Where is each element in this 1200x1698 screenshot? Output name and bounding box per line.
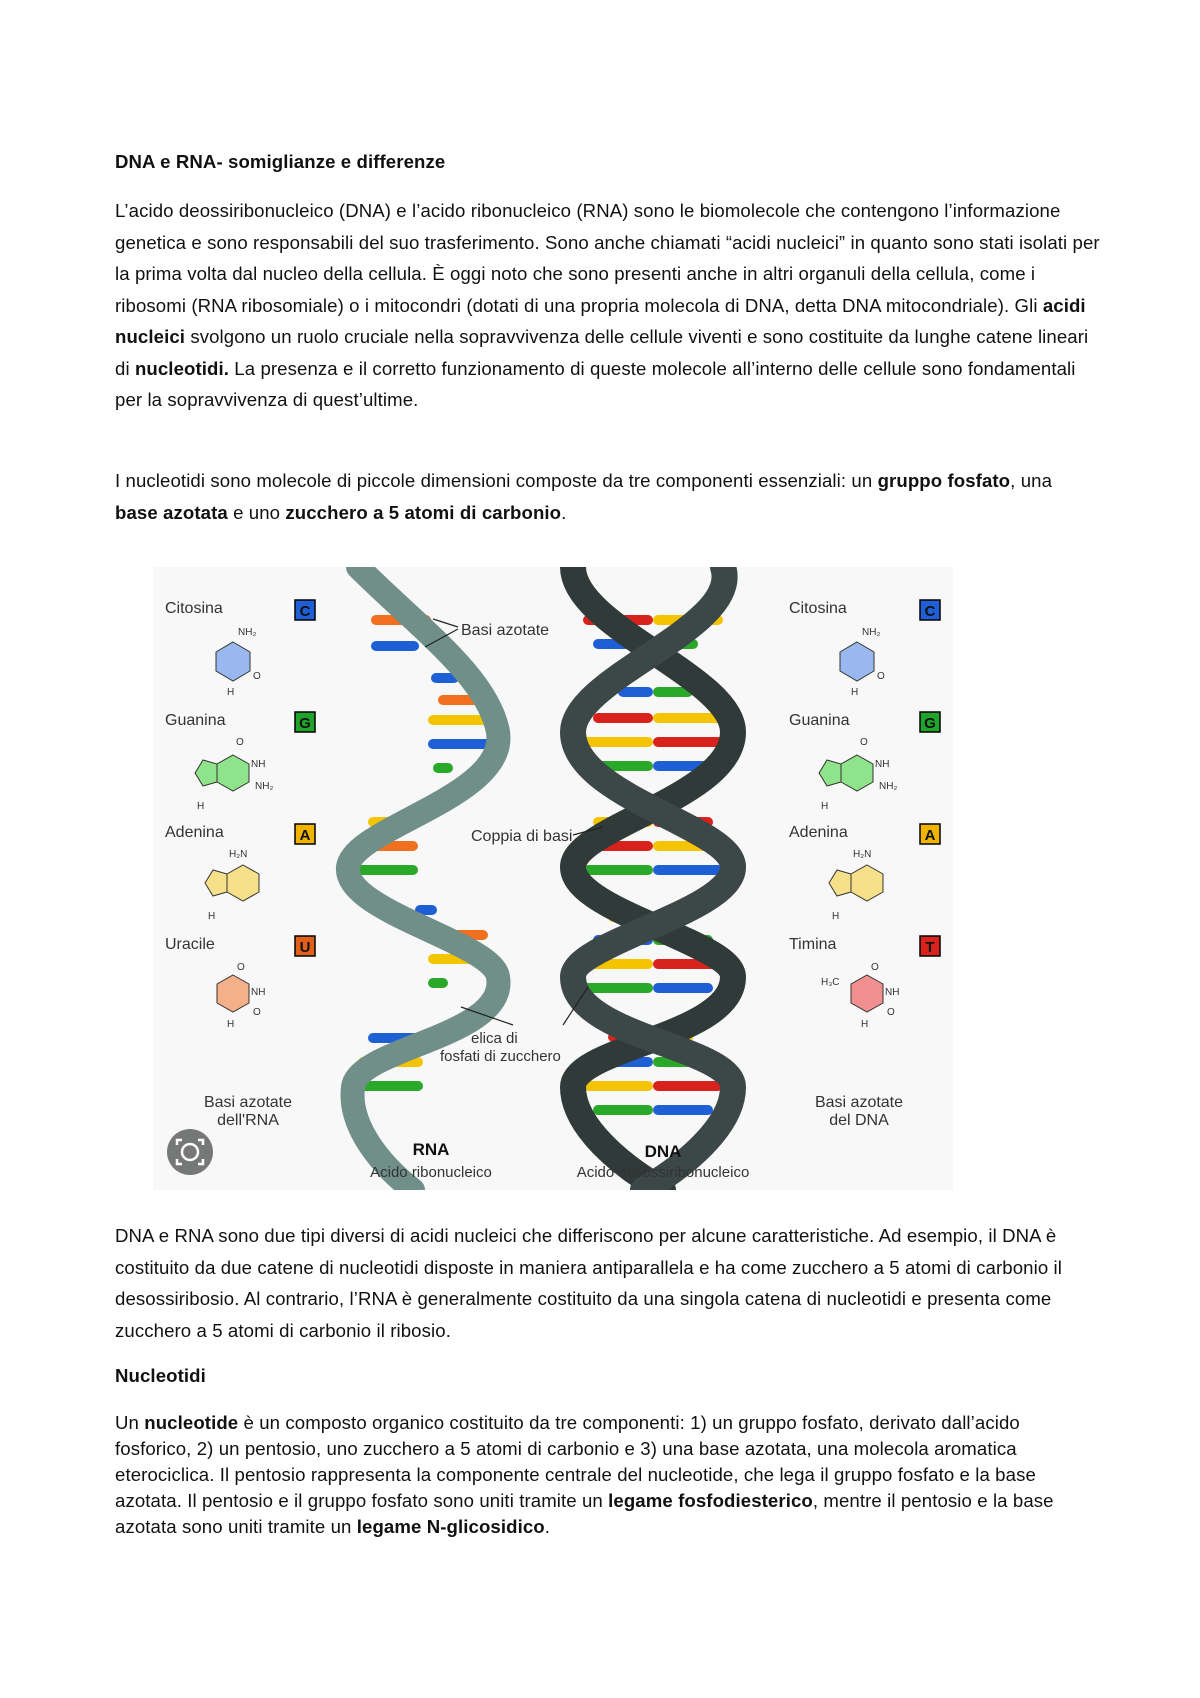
differences-paragraph: DNA e RNA sono due tipi diversi di acidi nucleici che differiscono per alcune caratteristiche. Ad esempio, il DNA è costituito da due catene di nucleotidi disposte in maniera antiparallela e ha come zucchero a 5 atomi di carbonio il desossiribosio. Al contrario, l’RNA è generalmente costituito da una singola catena di nucleotidi e presenta come zucchero a 5 atomi di carbonio il ribosio. xyxy=(115,1225,1063,1341)
caption-dna-bases-line2: del DNA xyxy=(829,1112,889,1129)
label-basi-azotate: Basi azotate xyxy=(461,622,550,639)
mol-label: H xyxy=(861,1019,869,1030)
mol-label: H xyxy=(208,911,216,922)
mol-label: NH₂ xyxy=(862,627,881,638)
dna-subtitle: Acido desossiribonucleico xyxy=(576,1164,750,1181)
bold-term: zucchero a 5 atomi di carbonio xyxy=(285,501,562,523)
dna-base-bar xyxy=(583,737,653,747)
dna-rna-figure xyxy=(153,567,953,1190)
dna-base-bar xyxy=(653,1081,723,1091)
base-letter: T xyxy=(925,939,935,956)
label-elica-line2: fosfati di zucchero xyxy=(440,1048,561,1065)
base-letter: C xyxy=(924,603,936,620)
rna-subtitle: Acido ribonucleico xyxy=(370,1164,492,1181)
bold-term: gruppo fosfato xyxy=(877,470,1011,491)
mol-label: NH xyxy=(875,759,890,770)
bold-term: base azotata xyxy=(115,501,228,523)
mol-label: H₂N xyxy=(853,849,872,860)
dna-base-bar xyxy=(653,865,723,875)
base-letter: G xyxy=(924,715,936,732)
dna-base-bar xyxy=(653,983,713,993)
bold-term: legame fosfodiesterico xyxy=(608,1490,813,1511)
rna-bases-column xyxy=(165,600,315,1129)
guanine-ring-icon xyxy=(841,755,873,791)
base-name: Adenina xyxy=(165,824,224,841)
base-name: Guanina xyxy=(789,712,850,729)
base-name: Citosina xyxy=(165,600,223,617)
label-elica-line1: elica di xyxy=(471,1030,518,1047)
base-name: Guanina xyxy=(165,712,226,729)
dna-backbone-strand xyxy=(573,567,733,1190)
adenine-ring-icon xyxy=(851,865,883,901)
mol-label: O xyxy=(877,671,885,682)
base-name: Adenina xyxy=(789,824,848,841)
mol-label: NH₂ xyxy=(879,781,898,792)
mol-label: O xyxy=(236,737,244,748)
dna-base-bar xyxy=(583,1081,653,1091)
nucleotide-components-paragraph: I nucleotidi sono molecole di piccole dimensioni composte da tre componenti essenziali: un gruppo fosfato, una base azotata e uno zucchero a 5 atomi di carbonio. xyxy=(115,470,1053,523)
mol-label: NH₂ xyxy=(238,627,257,638)
dna-title: DNA xyxy=(644,1142,682,1161)
rna-base-bar xyxy=(428,978,448,988)
mol-label: O xyxy=(253,671,261,682)
uracil-ring-icon xyxy=(217,975,249,1012)
dna-base-bar xyxy=(593,1105,653,1115)
mol-label: H xyxy=(821,801,829,812)
bold-term: acidi nucleici xyxy=(115,294,1086,347)
base-letter: A xyxy=(299,827,311,844)
document-title: DNA e RNA- somiglianze e differenze xyxy=(115,151,446,172)
bold-term: legame N-glicosidico xyxy=(356,1516,545,1537)
mol-label: H xyxy=(227,687,235,698)
mol-label: NH₂ xyxy=(255,781,274,792)
cytosine-ring-icon xyxy=(840,642,874,681)
base-name: Timina xyxy=(789,936,837,953)
bold-term: nucleotide xyxy=(144,1412,239,1433)
mol-label: H xyxy=(227,1019,235,1030)
label-coppia-di-basi: Coppia di basi xyxy=(471,828,573,845)
caption-rna-bases-line1: Basi azotate xyxy=(203,1094,293,1111)
base-name: Uracile xyxy=(165,936,215,953)
mol-label: H xyxy=(832,911,840,922)
adenine-ring-icon xyxy=(227,865,259,901)
intro-paragraph: L’acido deossiribonucleico (DNA) e l’acido ribonucleico (RNA) sono le biomolecole che contengono l’informazione genetica e sono responsabili del suo trasferimento. Sono anche chiamati “acidi nucleici” in quanto sono stati isolati per la prima volta dal nucleo della cellula. È oggi noto che sono presenti anche in altri organuli della cellula, come i ribosomi (RNA ribosomiale) o i mitocondri (dotati di una propria molecola di DNA, detta DNA mitocondriale). Gli acidi nucleici svolgono un ruolo cruciale nella sopravvivenza delle cellule viventi e sono costituite da lunghe catene lineari di nucleotidi. La presenza e il corretto funzionamento di queste molecole all’interno delle cellule sono fondamentali per la sopravvivenza di quest’ultime. xyxy=(115,200,1100,410)
base-letter: U xyxy=(299,939,311,956)
mol-label: H₂N xyxy=(229,849,248,860)
dna-base-bar xyxy=(653,1105,713,1115)
mol-label: O xyxy=(871,962,879,973)
base-letter: G xyxy=(299,715,311,732)
rna-base-bar xyxy=(353,865,418,875)
dna-base-bar xyxy=(583,865,653,875)
guanine-ring-icon xyxy=(195,760,217,786)
rna-base-bar xyxy=(371,641,419,651)
rna-title: RNA xyxy=(412,1140,450,1159)
mol-label: H xyxy=(851,687,859,698)
lens-search-button[interactable] xyxy=(167,1129,213,1175)
adenine-ring-icon xyxy=(205,870,227,896)
rna-base-bar xyxy=(433,763,453,773)
mol-label: NH xyxy=(251,987,266,998)
dna-rna-diagram xyxy=(153,567,953,1190)
dna-bases-column xyxy=(789,600,940,1129)
adenine-ring-icon xyxy=(829,870,851,896)
base-letter: C xyxy=(299,603,311,620)
dna-base-bar xyxy=(653,737,723,747)
mol-label: NH xyxy=(885,987,900,998)
nucleotide-definition-paragraph: Un nucleotide è un composto organico costituito da tre componenti: 1) un gruppo fosfato, derivato dall’acido fosforico, 2) un pentosio, uno zucchero a 5 atomi di carbonio e 3) una base azotata, una molecola aromatica eterociclica. Il pentosio rappresenta la componente centrale del nucleotide, che lega il gruppo fosfato e la base azotata. Il pentosio e il gruppo fosfato sono uniti tramite un legame fosfodiesterico, mentre il pentosio e la base azotata sono uniti tramite un legame N-glicosidico. xyxy=(115,1412,1054,1537)
guanine-ring-icon xyxy=(819,760,841,786)
mol-label: H xyxy=(197,801,205,812)
base-name: Citosina xyxy=(789,600,847,617)
mol-label: O xyxy=(237,962,245,973)
guanine-ring-icon xyxy=(217,755,249,791)
cytosine-ring-icon xyxy=(216,642,250,681)
mol-label: H₃C xyxy=(821,977,840,988)
rna-backbone xyxy=(348,567,499,1190)
section-heading-nucleotidi: Nucleotidi xyxy=(115,1365,206,1386)
dna-base-bar xyxy=(593,713,653,723)
mol-label: NH xyxy=(251,759,266,770)
mol-label: O xyxy=(253,1007,261,1018)
caption-dna-bases-line1: Basi azotate xyxy=(814,1094,904,1111)
base-letter: A xyxy=(924,827,936,844)
bold-term: nucleotidi. xyxy=(134,357,230,379)
thymine-ring-icon xyxy=(851,975,883,1012)
caption-rna-bases-line2: dell'RNA xyxy=(217,1112,279,1129)
dna-base-bar xyxy=(583,983,653,993)
mol-label: O xyxy=(860,737,868,748)
mol-label: O xyxy=(887,1007,895,1018)
